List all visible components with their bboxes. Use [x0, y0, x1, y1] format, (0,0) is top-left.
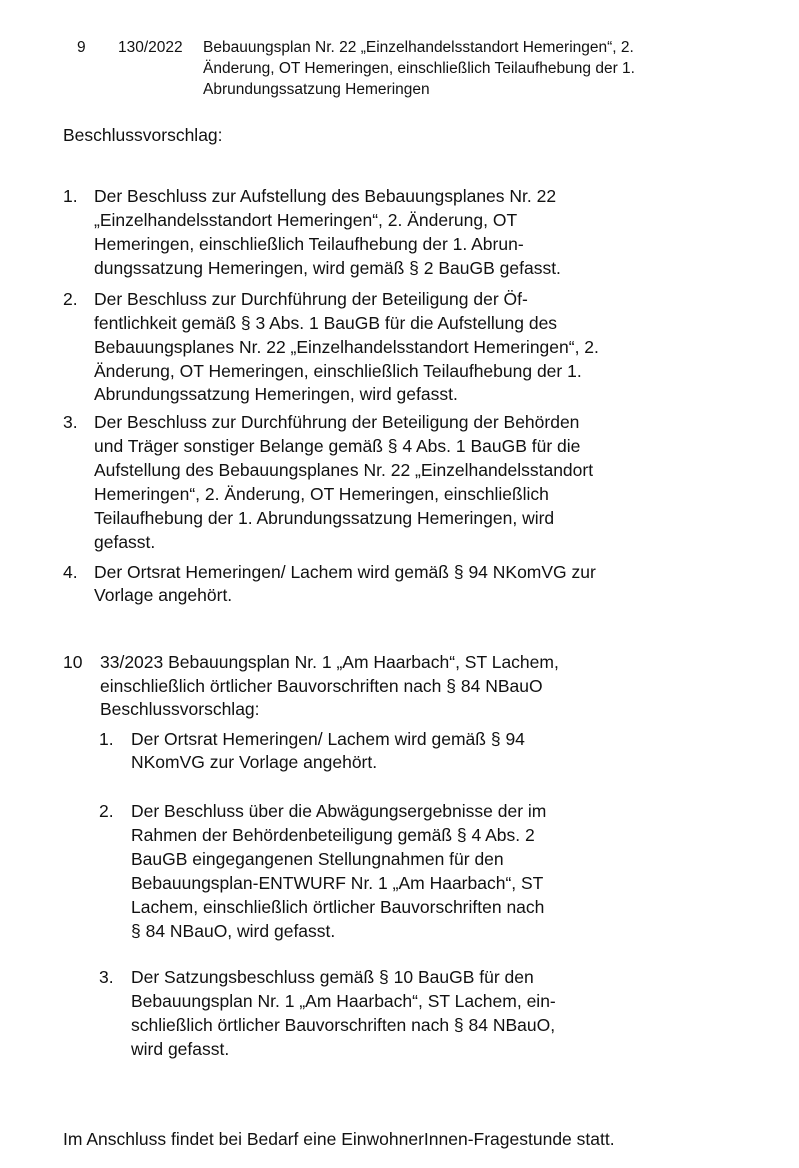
- list-item-line: Der Beschluss zur Durchführung der Beteiligung der Behörden: [94, 412, 580, 432]
- list-number: 4.: [63, 562, 78, 582]
- list-item-line: Der Beschluss über die Abwägungsergebnisse der im: [131, 801, 547, 821]
- list-item-line: Der Beschluss zur Durchführung der Beteiligung der Öf-: [94, 289, 528, 309]
- list-item-line: Aufstellung des Bebauungsplanes Nr. 22 „Einzelhandelsstandort: [94, 460, 594, 480]
- list-item-line: Lachem, einschließlich örtlicher Bauvorschriften nach: [131, 897, 545, 917]
- list-number: 3.: [99, 967, 114, 987]
- list-item-line: Bebauungsplanes Nr. 22 „Einzelhandelsstandort Hemeringen“, 2.: [94, 337, 599, 357]
- list-item-line: wird gefasst.: [131, 1039, 230, 1059]
- list-item-line: Vorlage angehört.: [94, 585, 233, 605]
- list-item-line: Bebauungsplan Nr. 1 „Am Haarbach“, ST Lachem, ein-: [131, 991, 556, 1011]
- section-heading: Beschlussvorschlag:: [100, 699, 260, 719]
- agenda-item-title-line: einschließlich örtlicher Bauvorschriften nach § 84 NBauO: [100, 676, 543, 696]
- list-item-line: Bebauungsplan-ENTWURF Nr. 1 „Am Haarbach“, ST: [131, 873, 544, 893]
- list-item-line: Hemeringen“, 2. Änderung, OT Hemeringen, einschließlich: [94, 484, 549, 504]
- list-item-line: und Träger sonstiger Belange gemäß § 4 Abs. 1 BauGB für die: [94, 436, 581, 456]
- agenda-item-number: 10: [63, 652, 83, 672]
- list-number: 2.: [99, 801, 114, 821]
- list-item-line: Der Beschluss zur Aufstellung des Bebauungsplanes Nr. 22: [94, 186, 557, 206]
- list-item-line: Der Satzungsbeschluss gemäß § 10 BauGB für den: [131, 967, 534, 987]
- list-item-line: fentlichkeit gemäß § 3 Abs. 1 BauGB für die Aufstellung des: [94, 313, 558, 333]
- list-item-line: dungssatzung Hemeringen, wird gemäß § 2 BauGB gefasst.: [94, 258, 561, 278]
- list-item-line: gefasst.: [94, 532, 156, 552]
- list-number: 2.: [63, 289, 78, 309]
- closing-note: Im Anschluss findet bei Bedarf eine EinwohnerInnen-Fragestunde statt.: [63, 1129, 615, 1149]
- list-item-line: Rahmen der Behördenbeteiligung gemäß § 4 Abs. 2: [131, 825, 535, 845]
- list-number: 1.: [63, 186, 78, 206]
- list-item-line: BauGB eingegangenen Stellungnahmen für den: [131, 849, 504, 869]
- list-item-line: Der Ortsrat Hemeringen/ Lachem wird gemäß § 94 NKomVG zur: [94, 562, 596, 582]
- list-item-line: § 84 NBauO, wird gefasst.: [131, 921, 336, 941]
- agenda-item-number: 9: [77, 39, 86, 56]
- list-item-line: Teilaufhebung der 1. Abrundungssatzung Hemeringen, wird: [94, 508, 555, 528]
- list-item-line: Abrundungssatzung Hemeringen, wird gefasst.: [94, 384, 458, 404]
- list-item-line: NKomVG zur Vorlage angehört.: [131, 752, 378, 772]
- agenda-item-reference: 130/2022: [118, 39, 183, 56]
- list-item-line: Der Ortsrat Hemeringen/ Lachem wird gemäß § 94: [131, 729, 525, 749]
- list-item-line: Änderung, OT Hemeringen, einschließlich Teilaufhebung der 1.: [94, 361, 582, 381]
- section-heading: Beschlussvorschlag:: [63, 125, 223, 145]
- agenda-item-title-line: Abrundungssatzung Hemeringen: [203, 81, 430, 98]
- agenda-item-title-line: Änderung, OT Hemeringen, einschließlich Teilaufhebung der 1.: [203, 60, 635, 77]
- list-item-line: „Einzelhandelsstandort Hemeringen“, 2. Änderung, OT: [94, 210, 518, 230]
- list-number: 3.: [63, 412, 78, 432]
- list-item-line: Hemeringen, einschließlich Teilaufhebung der 1. Abrun-: [94, 234, 524, 254]
- agenda-item-title-line: Bebauungsplan Nr. 22 „Einzelhandelsstandort Hemeringen“, 2.: [203, 39, 634, 56]
- agenda-item-title-line: 33/2023 Bebauungsplan Nr. 1 „Am Haarbach“, ST Lachem,: [100, 652, 559, 672]
- list-item-line: schließlich örtlicher Bauvorschriften nach § 84 NBauO,: [131, 1015, 556, 1035]
- list-number: 1.: [99, 729, 114, 749]
